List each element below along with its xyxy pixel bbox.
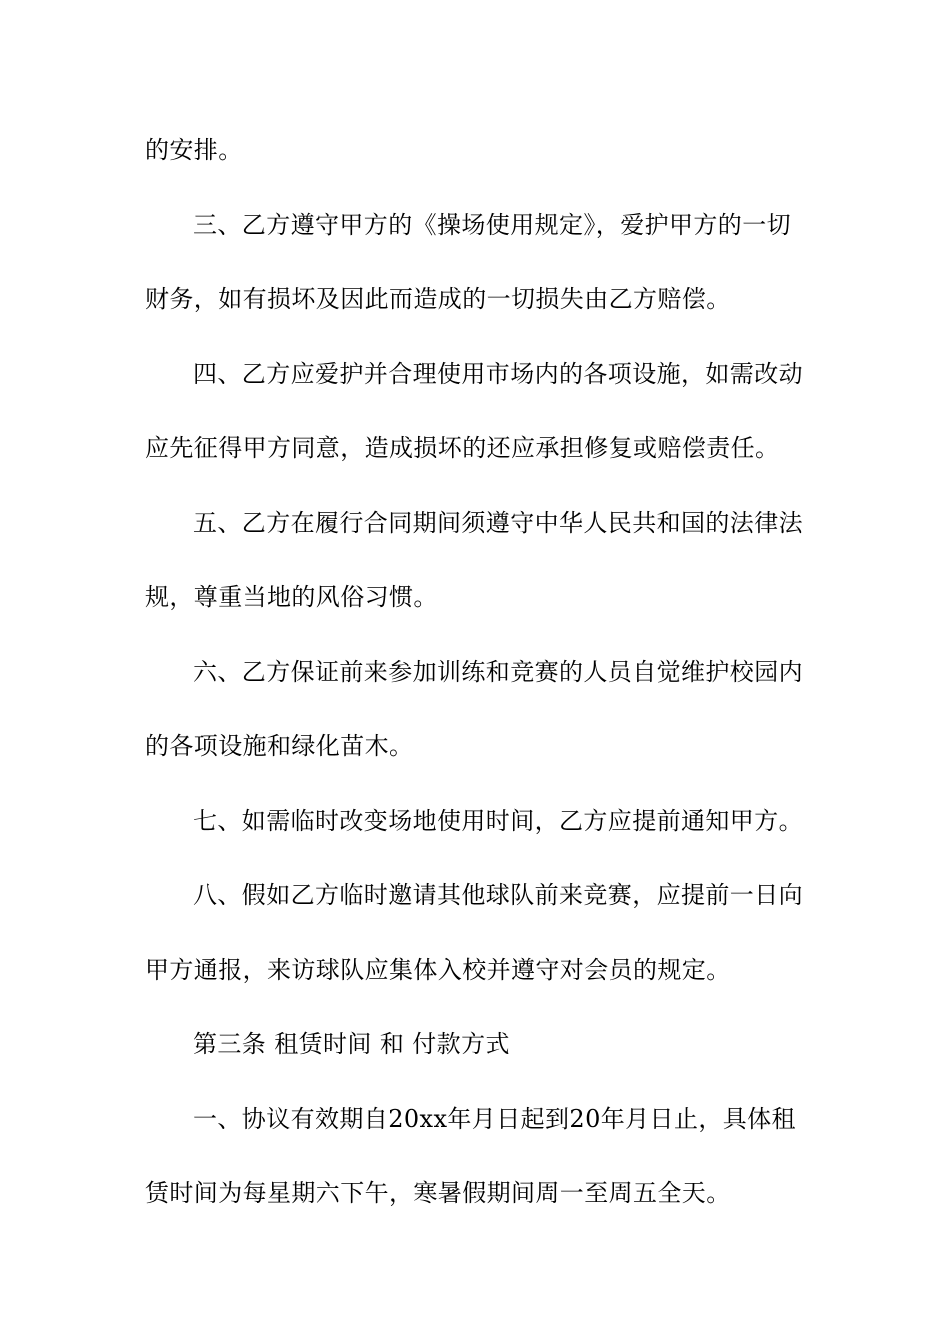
article-3-clause-1-line-2: 赁时间为每星期六下午，寒暑假期间周一至周五全天。 — [145, 1179, 731, 1207]
text-line: 的安排。 — [145, 136, 243, 164]
clause-8-line-2: 甲方通报，来访球队应集体入校并遵守对会员的规定。 — [145, 956, 731, 984]
clause-8-line-1: 八、假如乙方临时邀请其他球队前来竞赛，应提前一日向 — [193, 881, 803, 909]
article-3-heading: 第三条 租赁时间 和 付款方式 — [193, 1030, 510, 1058]
clause-7-line: 七、如需临时改变场地使用时间，乙方应提前通知甲方。 — [193, 807, 803, 835]
clause-6-line-1: 六、乙方保证前来参加训练和竞赛的人员自觉维护校园内 — [193, 658, 803, 686]
clause-3-line-2: 财务，如有损坏及因此而造成的一切损失由乙方赔偿。 — [145, 285, 731, 313]
clause-3-line-1: 三、乙方遵守甲方的《操场使用规定》，爱护甲方的一切 — [193, 211, 791, 239]
clause-5-line-2: 规，尊重当地的风俗习惯。 — [145, 583, 438, 611]
clause-4-line-1: 四、乙方应爱护并合理使用市场内的各项设施，如需改动 — [193, 360, 803, 388]
clause-5-line-1: 五、乙方在履行合同期间须遵守中华人民共和国的法律法 — [193, 509, 803, 537]
clause-6-line-2: 的各项设施和绿化苗木。 — [145, 732, 414, 760]
article-3-clause-1-line-1: 一、协议有效期自20xx年月日起到20年月日止，具体租 — [193, 1105, 796, 1133]
clause-4-line-2: 应先征得甲方同意，造成损坏的还应承担修复或赔偿责任。 — [145, 434, 780, 462]
